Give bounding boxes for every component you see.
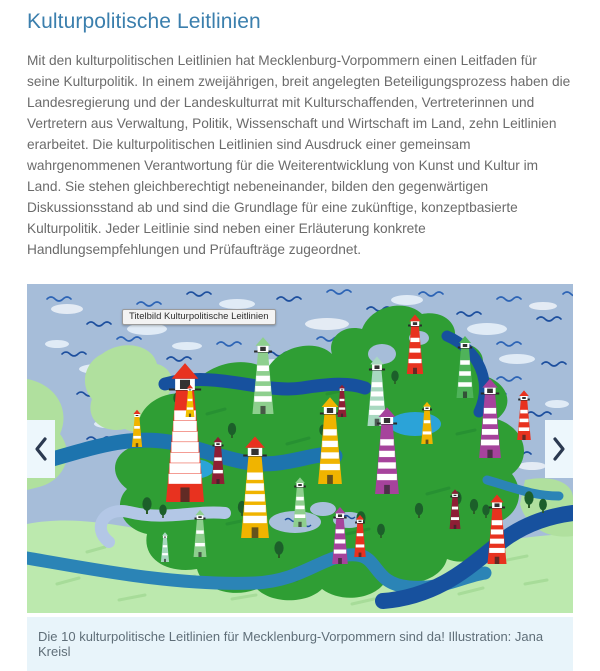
intro-paragraph: Mit den kulturpolitischen Leitlinien hat Mecklenburg-Vorpommern einen Leitfaden für seine Kulturpolitik. In einem zweijährigen, breit angelegten Beteiligungsprozess haben die Landesregierung und der Landeskulturrat mit Kulturschaffenden, Vertreterinnen und Vertretern aus Verwaltung, Politik, Wissenschaft und Wirtschaft im Land, zehn Leitlinien erarbeitet. Die kulturpolitischen Leitlinien sind Ausdruck einer gemeinsam wahrgenommenen Verantwortung für die Weiterentwicklung von Kunst und Kultur im Land. Sie stehen gleichberechtigt nebeneinander, bilden den gegenwärtigen Diskussionsstand ab und sind die Grundlage für eine zukünftige, konzeptbasierte Kulturpolitik. Jeder Leitlinie sind neben einer Erläuterung konkrete Handlungsempfehlungen und Prüfaufträge zugeordnet. bbox=[27, 53, 571, 257]
carousel-next-button[interactable] bbox=[545, 420, 573, 478]
chevron-left-icon bbox=[28, 430, 54, 468]
carousel-stage[interactable] bbox=[27, 284, 573, 613]
lagoon-bay bbox=[368, 344, 396, 364]
carousel-prev-button[interactable] bbox=[27, 420, 55, 478]
chevron-right-icon bbox=[546, 430, 572, 468]
image-title-tooltip: Titelbild Kulturpolitische Leitlinien bbox=[122, 309, 276, 325]
illustration-lighthouse-map bbox=[27, 284, 573, 613]
image-caption: Die 10 kulturpolitische Leitlinien für Mecklenburg-Vorpommern sind da! Illustration: Jana Kreisl bbox=[27, 617, 573, 671]
image-carousel bbox=[27, 284, 573, 671]
page-title: Kulturpolitische Leitlinien bbox=[27, 10, 261, 33]
